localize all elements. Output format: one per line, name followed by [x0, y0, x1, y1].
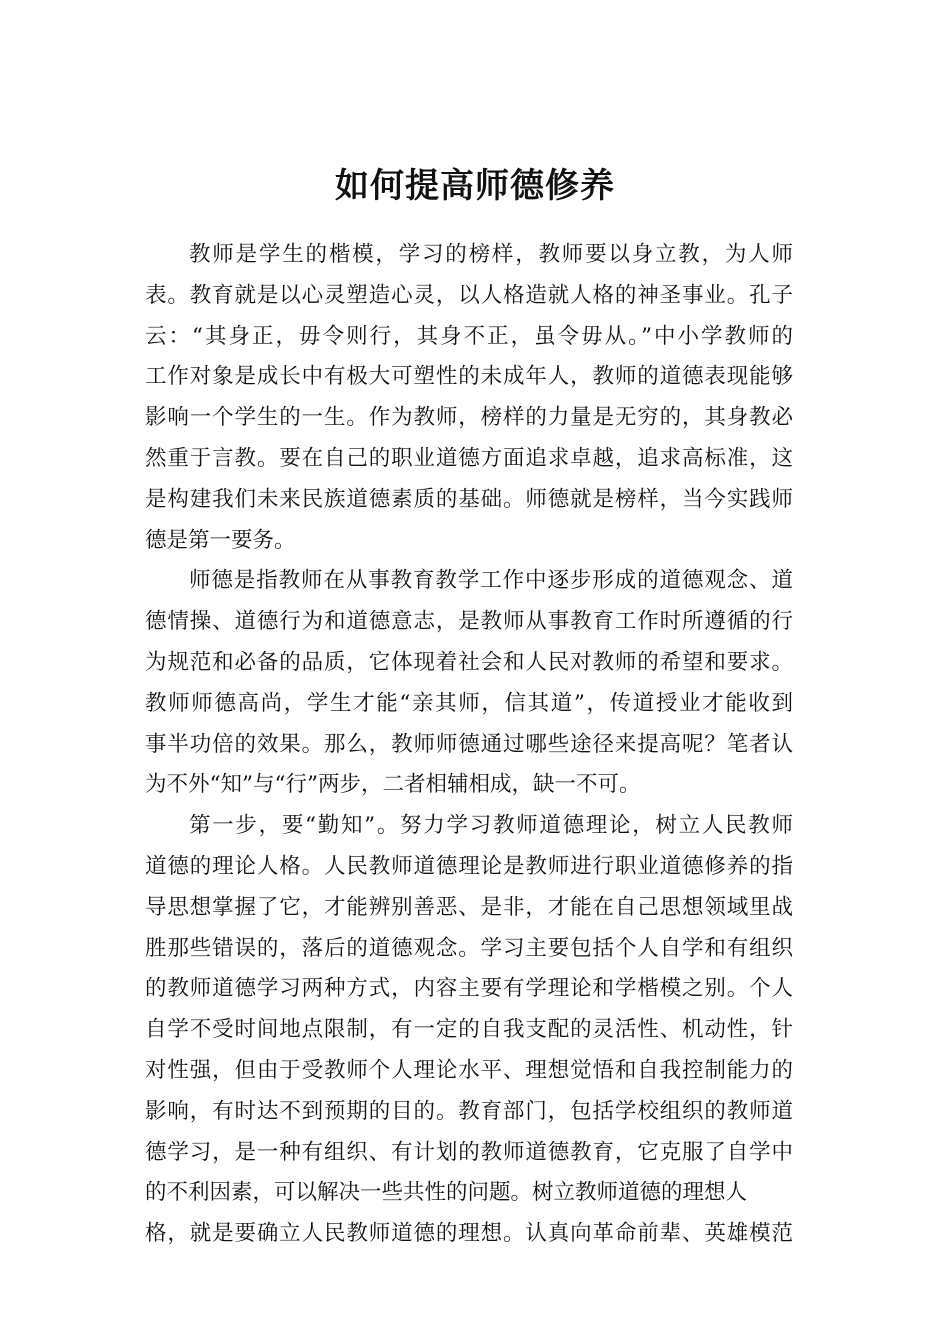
- text-line: 工作对象是成长中有极大可塑性的未成年人，教师的道德表现能够: [145, 364, 793, 390]
- text-line: 道德的理论人格。人民教师道德理论是教师进行职业道德修养的指: [145, 853, 793, 879]
- text-line: 影响，有时达不到预期的目的。教育部门，包括学校组织的教师道: [145, 1098, 793, 1124]
- text-line: 对性强，但由于受教师个人理论水平、理想觉悟和自我控制能力的: [145, 1057, 793, 1083]
- text-line: 德是第一要务。: [145, 527, 296, 553]
- text-line: 德情操、道德行为和道德意志，是教师从事教育工作时所遵循的行: [145, 609, 793, 635]
- text-line: 事半功倍的效果。那么，教师师德通过哪些途径来提高呢？笔者认: [145, 731, 793, 757]
- text-line: 教师师德高尚，学生才能“亲其师，信其道”，传道授业才能收到: [145, 690, 793, 716]
- text-line: 的教师道德学习两种方式，内容主要有学理论和学楷模之别。个人: [145, 976, 793, 1002]
- text-line: 影响一个学生的一生。作为教师，榜样的力量是无穷的，其身教必: [145, 405, 793, 431]
- text-line: 的不利因素，可以解决一些共性的问题。树立教师道德的理想人: [145, 1180, 748, 1206]
- text-line: 胜那些错误的，落后的道德观念。学习主要包括个人自学和有组织: [145, 935, 793, 961]
- text-line: 德学习，是一种有组织、有计划的教师道德教育，它克服了自学中: [145, 1139, 793, 1165]
- text-line: 教师是学生的楷模，学习的榜样，教师要以身立教，为人师: [189, 242, 793, 267]
- text-line: 为规范和必备的品质，它体现着社会和人民对教师的希望和要求。: [145, 649, 793, 675]
- text-line: 为不外“知”与“行”两步，二者相辅相成，缺一不可。: [145, 772, 641, 798]
- text-line: 格，就是要确立人民教师道德的理想。认真向革命前辈、英雄模范: [145, 1221, 793, 1247]
- text-line: 然重于言教。要在自己的职业道德方面追求卓越，追求高标准，这: [145, 445, 793, 471]
- text-line: 导思想掌握了它，才能辨别善恶、是非，才能在自己思想领域里战: [145, 894, 793, 920]
- document-body: [145, 235, 793, 1255]
- text-line: 自学不受时间地点限制，有一定的自我支配的灵活性、机动性，针: [145, 1017, 793, 1043]
- text-line: 云：“其身正，毋令则行，其身不正，虽令毋从。”中小学教师的: [145, 323, 793, 349]
- text-line: 师德是指教师在从事教育教学工作中逐步形成的道德观念、道: [189, 568, 793, 594]
- text-line: 第一步，要“勤知”。努力学习教师道德理论，树立人民教师: [189, 813, 793, 839]
- text-line: 表。教育就是以心灵塑造心灵，以人格造就人格的神圣事业。孔子: [145, 282, 793, 308]
- text-line: 是构建我们未来民族道德素质的基础。师德就是榜样，当今实践师: [145, 486, 793, 512]
- document-title: 如何提高师德修养: [335, 166, 615, 206]
